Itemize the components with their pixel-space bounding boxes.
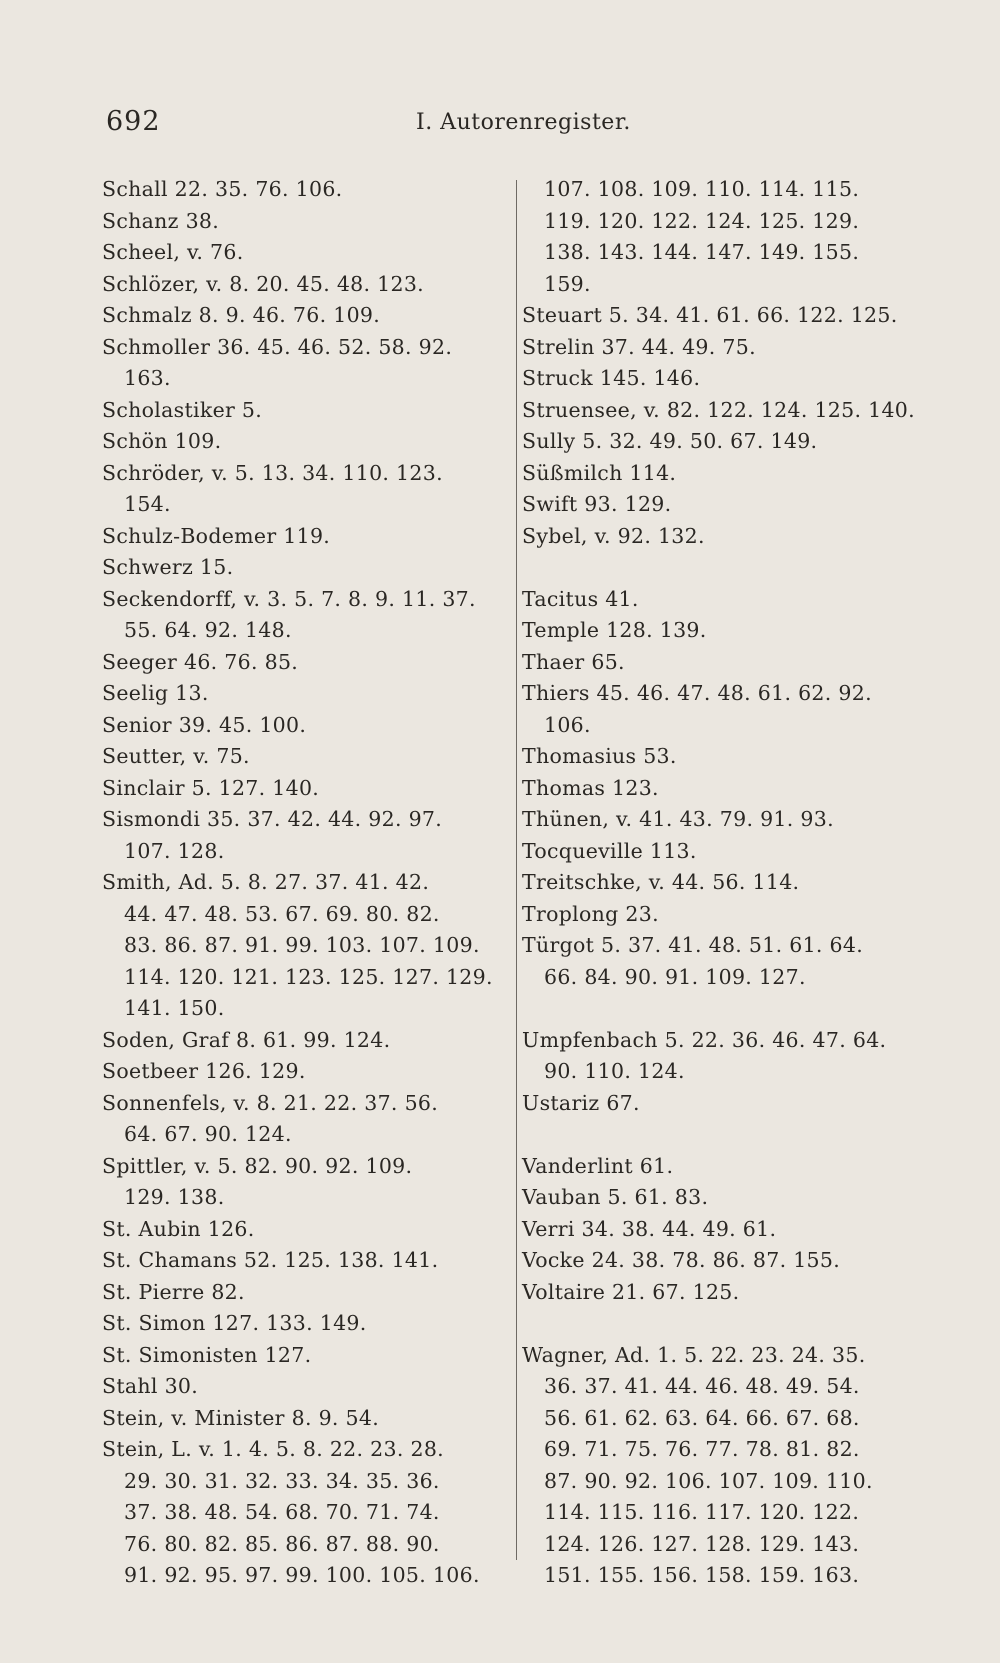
- index-entry-line: Umpfenbach 5. 22. 36. 46. 47. 64.: [522, 1027, 887, 1052]
- index-entry: [522, 615, 942, 647]
- index-entry: [522, 867, 942, 899]
- index-entry-continuation: 129. 138.: [124, 1185, 225, 1209]
- index-entry: [522, 678, 942, 741]
- index-entry-line: St. Aubin 126.: [102, 1216, 255, 1241]
- index-entry: [102, 1056, 502, 1088]
- index-entry-line: Thomasius 53.: [522, 744, 677, 768]
- index-entry: [522, 1088, 942, 1120]
- index-entry: [522, 584, 942, 616]
- index-entry-continuation: 114. 120. 121. 123. 125. 127. 129.: [124, 964, 493, 989]
- index-entry-line: Voltaire 21. 67. 125.: [522, 1279, 740, 1304]
- index-entry-line: Seelig 13.: [102, 681, 209, 705]
- index-entry: [522, 1214, 942, 1246]
- index-entry-line: Wagner, Ad. 1. 5. 22. 23. 24. 35.: [522, 1342, 866, 1367]
- index-entry-line: Vauban 5. 61. 83.: [522, 1185, 709, 1209]
- index-entry-line: Schlözer, v. 8. 20. 45. 48. 123.: [102, 271, 424, 296]
- index-entry: [102, 1151, 502, 1214]
- index-entry: [522, 332, 942, 364]
- index-entry: [102, 1245, 502, 1277]
- index-entry: [522, 363, 942, 395]
- index-entry-line: Seeger 46. 76. 85.: [102, 649, 299, 674]
- index-entry-line: Seckendorff, v. 3. 5. 7. 8. 9. 11. 37.: [102, 586, 476, 611]
- index-entry: [102, 1308, 502, 1340]
- index-entry-line: Tocqueville 113.: [522, 838, 697, 863]
- index-entry-line: Struck 145. 146.: [522, 366, 701, 390]
- index-entry: [102, 584, 502, 647]
- index-entry-continuation: 64. 67. 90. 124.: [124, 1122, 292, 1146]
- index-entry: [102, 300, 502, 332]
- index-entry-continuation: 36. 37. 41. 44. 46. 48. 49. 54.: [544, 1374, 860, 1398]
- index-entry-line: Ustariz 67.: [522, 1090, 640, 1115]
- index-entry-continuation: 141. 150.: [124, 996, 225, 1020]
- index-entry-line: Sully 5. 32. 49. 50. 67. 149.: [522, 429, 818, 453]
- index-entry-line: Stein, L. v. 1. 4. 5. 8. 22. 23. 28.: [102, 1437, 444, 1461]
- index-entry-continuation: 29. 30. 31. 32. 33. 34. 35. 36.: [124, 1468, 440, 1493]
- index-entry-line: Tacitus 41.: [522, 586, 639, 611]
- index-entry: [102, 1340, 502, 1372]
- index-entry-line: Seutter, v. 75.: [102, 744, 250, 768]
- index-entry: [522, 1182, 942, 1214]
- left-column: [102, 174, 502, 1592]
- index-entry-line: St. Pierre 82.: [102, 1279, 245, 1304]
- index-entry-line: Schmalz 8. 9. 46. 76. 109.: [102, 303, 381, 327]
- index-entry: [102, 1025, 502, 1057]
- index-entry-continuation: 66. 84. 90. 91. 109. 127.: [544, 964, 806, 989]
- index-entry-line: Schmoller 36. 45. 46. 52. 58. 92.: [102, 334, 453, 359]
- index-entry-continuation: 87. 90. 92. 106. 107. 109. 110.: [544, 1468, 873, 1493]
- index-entry: [522, 1277, 942, 1309]
- page-header: [106, 106, 930, 146]
- index-entry-line: St. Chamans 52. 125. 138. 141.: [102, 1248, 439, 1272]
- index-entry: [522, 300, 942, 332]
- index-entry-line: Schön 109.: [102, 429, 222, 453]
- index-entry-continuation: 151. 155. 156. 158. 159. 163.: [544, 1563, 860, 1587]
- index-entry-line: Strelin 37. 44. 49. 75.: [522, 334, 756, 359]
- index-entry-continuation: 83. 86. 87. 91. 99. 103. 107. 109.: [124, 933, 480, 957]
- index-entry-line: St. Simon 127. 133. 149.: [102, 1311, 367, 1335]
- index-entry: [102, 395, 502, 427]
- index-entry-continuation: 138. 143. 144. 147. 149. 155.: [544, 240, 860, 264]
- index-entry: [522, 1025, 942, 1088]
- index-entry: [102, 867, 502, 1025]
- index-entry-line: Troplong 23.: [522, 901, 659, 926]
- index-entry: [522, 804, 942, 836]
- index-entry-continuation: 119. 120. 122. 124. 125. 129.: [544, 208, 860, 233]
- index-entry-line: Schanz 38.: [102, 208, 220, 233]
- index-entry-line: Steuart 5. 34. 41. 61. 66. 122. 125.: [522, 303, 898, 327]
- index-entry-line: Thünen, v. 41. 43. 79. 91. 93.: [522, 807, 834, 831]
- index-entry: [102, 1403, 502, 1435]
- index-entry-line: Sonnenfels, v. 8. 21. 22. 37. 56.: [102, 1090, 439, 1115]
- index-entry-line: Stein, v. Minister 8. 9. 54.: [102, 1405, 380, 1430]
- index-entry-line: Spittler, v. 5. 82. 90. 92. 109.: [102, 1153, 413, 1178]
- index-entry: [102, 1277, 502, 1309]
- index-entry-continuation: 124. 126. 127. 128. 129. 143.: [544, 1531, 860, 1556]
- index-entry-line: St. Simonisten 127.: [102, 1342, 312, 1367]
- index-entry: [102, 237, 502, 269]
- index-entry: [102, 678, 502, 710]
- index-entry: [522, 521, 942, 553]
- index-entry-continuation: 107. 128.: [124, 838, 225, 863]
- index-entry-line: Struensee, v. 82. 122. 124. 125. 140.: [522, 397, 915, 422]
- index-entry: [102, 1371, 502, 1403]
- index-entry-line: Schulz-Bodemer 119.: [102, 523, 331, 548]
- index-entry: [102, 804, 502, 867]
- index-entry: [102, 206, 502, 238]
- index-entry-line: Smith, Ad. 5. 8. 27. 37. 41. 42.: [102, 870, 430, 894]
- index-entry: [102, 458, 502, 521]
- index-entry: [522, 647, 942, 679]
- index-entry: [102, 741, 502, 773]
- index-entry-continuation: 37. 38. 48. 54. 68. 70. 71. 74.: [124, 1500, 440, 1524]
- index-entry: [102, 552, 502, 584]
- index-entry-continuation: 106.: [544, 712, 591, 737]
- index-entry-line: Scholastiker 5.: [102, 397, 263, 422]
- index-entry-line: Thomas 123.: [522, 775, 659, 800]
- index-entry: [522, 1340, 942, 1592]
- index-entry-line: Thaer 65.: [522, 649, 625, 674]
- index-entry: [522, 899, 942, 931]
- index-entry: [522, 174, 942, 300]
- index-entry-line: Türgot 5. 37. 41. 48. 51. 61. 64.: [522, 933, 864, 957]
- section-gap: [522, 1119, 942, 1151]
- index-entry-continuation: 159.: [544, 271, 591, 296]
- index-entry: [102, 332, 502, 395]
- index-entry: [102, 773, 502, 805]
- index-entry-line: Vocke 24. 38. 78. 86. 87. 155.: [522, 1248, 841, 1272]
- index-entry: [102, 1088, 502, 1151]
- page-number: 692: [106, 106, 161, 137]
- index-entry: [522, 395, 942, 427]
- index-entry-line: Temple 128. 139.: [522, 618, 707, 642]
- index-entry-continuation: 91. 92. 95. 97. 99. 100. 105. 106.: [124, 1563, 480, 1587]
- index-entry-continuation: 69. 71. 75. 76. 77. 78. 81. 82.: [544, 1437, 860, 1461]
- index-entry-line: Soden, Graf 8. 61. 99. 124.: [102, 1027, 391, 1052]
- index-entry: [522, 1245, 942, 1277]
- index-entry: [522, 458, 942, 490]
- index-entry-line: Sybel, v. 92. 132.: [522, 523, 705, 548]
- index-entry: [102, 174, 502, 206]
- index-entry-continuation: 56. 61. 62. 63. 64. 66. 67. 68.: [544, 1405, 860, 1430]
- index-entry: [522, 1151, 942, 1183]
- index-entry-continuation: 90. 110. 124.: [544, 1059, 685, 1083]
- index-entry-line: Treitschke, v. 44. 56. 114.: [522, 870, 800, 894]
- column-divider: [516, 180, 517, 1560]
- index-entry: [102, 1214, 502, 1246]
- index-entry: [522, 741, 942, 773]
- index-entry-line: 107. 108. 109. 110. 114. 115.: [544, 177, 860, 201]
- index-entry-line: Süßmilch 114.: [522, 460, 677, 485]
- section-gap: [522, 993, 942, 1025]
- index-entry-line: Swift 93. 129.: [522, 492, 672, 516]
- section-gap: [522, 552, 942, 584]
- index-entry-continuation: 76. 80. 82. 85. 86. 87. 88. 90.: [124, 1531, 440, 1556]
- index-entry-line: Sismondi 35. 37. 42. 44. 92. 97.: [102, 807, 443, 831]
- index-entry-line: Schwerz 15.: [102, 555, 234, 579]
- index-entry: [102, 1434, 502, 1592]
- index-entry-line: Senior 39. 45. 100.: [102, 712, 307, 737]
- index-entry-line: Verri 34. 38. 44. 49. 61.: [522, 1216, 777, 1241]
- index-entry-line: Schröder, v. 5. 13. 34. 110. 123.: [102, 460, 443, 485]
- index-entry-line: Thiers 45. 46. 47. 48. 61. 62. 92.: [522, 681, 872, 705]
- index-entry-line: Scheel, v. 76.: [102, 240, 244, 264]
- index-entry-continuation: 114. 115. 116. 117. 120. 122.: [544, 1500, 860, 1524]
- index-entry: [102, 426, 502, 458]
- index-entry-line: Soetbeer 126. 129.: [102, 1059, 306, 1083]
- right-column: [522, 174, 942, 1592]
- index-entry-line: Stahl 30.: [102, 1374, 199, 1398]
- index-entry: [522, 836, 942, 868]
- index-entry-continuation: 163.: [124, 366, 171, 390]
- index-entry-line: Sinclair 5. 127. 140.: [102, 775, 320, 800]
- section-gap: [522, 1308, 942, 1340]
- index-entry: [102, 710, 502, 742]
- index-entry-line: Schall 22. 35. 76. 106.: [102, 177, 343, 201]
- index-entry: [522, 489, 942, 521]
- index-entry: [522, 773, 942, 805]
- index-entry: [102, 647, 502, 679]
- index-entry-line: Vanderlint 61.: [522, 1153, 674, 1178]
- running-head: I. Autorenregister.: [416, 110, 631, 135]
- index-entry: [102, 521, 502, 553]
- index-entry: [522, 930, 942, 993]
- index-entry: [102, 269, 502, 301]
- index-entry-continuation: 55. 64. 92. 148.: [124, 618, 292, 642]
- index-entry-continuation: 154.: [124, 492, 171, 516]
- index-entry: [522, 426, 942, 458]
- index-entry-continuation: 44. 47. 48. 53. 67. 69. 80. 82.: [124, 901, 440, 926]
